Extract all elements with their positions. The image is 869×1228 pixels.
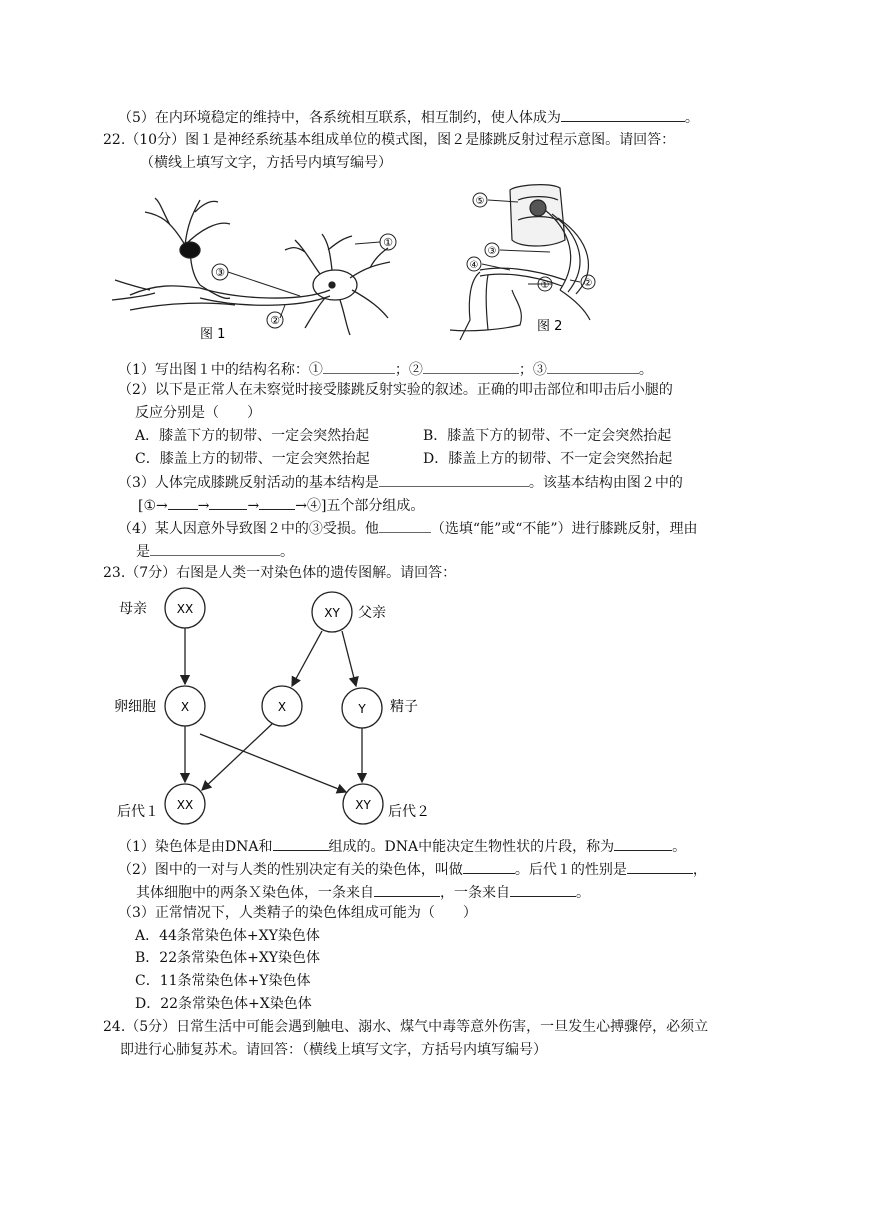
q22-item2-line2: 反应分别是（ ）: [135, 405, 261, 421]
reflex-mark-3: ③: [487, 246, 497, 257]
neuron-figure: [100, 190, 420, 350]
child1-label: 后代１: [117, 804, 159, 820]
inheritance-diagram: [110, 588, 440, 828]
neuron-mark-1: ①: [383, 236, 393, 249]
answer-blank[interactable]: [150, 540, 280, 556]
answer-blank[interactable]: [323, 358, 395, 374]
q23-option-d[interactable]: D．22条常染色体+X染色体: [135, 996, 312, 1012]
fig2-caption: 图 2: [537, 319, 563, 334]
egg-label: 卵细胞: [114, 699, 156, 715]
answer-blank[interactable]: [614, 835, 672, 851]
fig1-caption: 图 1: [200, 327, 226, 342]
neuron-mark-3: ③: [215, 266, 225, 279]
reflex-mark-5: ⑤: [475, 196, 485, 207]
q23-option-a[interactable]: A．44条常染色体+XY染色体: [135, 928, 320, 944]
reflex-mark-2: ②: [583, 278, 593, 289]
child1-genotype: XX: [176, 798, 194, 812]
answer-blank[interactable]: [209, 494, 247, 510]
neuron-mark-2: ②: [270, 314, 280, 327]
sperm-y-genotype: Y: [358, 702, 366, 716]
q22-item3-line2: [①→ → → →④]五个部分组成。: [138, 494, 424, 516]
answer-blank[interactable]: [379, 471, 529, 487]
answer-blank[interactable]: [374, 881, 440, 897]
sperm-label: 精子: [390, 699, 418, 715]
q23-header: 23.（7分）右图是人类一对染色体的遗传图解。请回答：: [103, 565, 457, 581]
q21-item5: （5）在内环境稳定的维持中，各系统相互联系，相互制约，使人体成为 。: [118, 106, 699, 128]
child2-label: 后代２: [388, 804, 430, 820]
q23-item2-line2: 其体细胞中的两条Ｘ染色体，一条来自 ，一条来自 。: [136, 881, 590, 903]
mother-label: 母亲: [119, 601, 147, 617]
q23-item1: （1）染色体是由DNA和 组成的。DNA中能决定生物性状的片段，称为 。: [118, 835, 686, 857]
sperm-x-genotype: X: [277, 700, 287, 714]
q23-option-b[interactable]: B．22条常染色体+XY染色体: [135, 950, 321, 966]
q22-note: （横线上填写文字，方括号内填写编号）: [140, 155, 392, 171]
q22-item2-line1: （2）以下是正常人在未察觉时接受膝跳反射实验的叙述。正确的叩击部位和叩击后小腿的: [118, 382, 673, 398]
answer-blank[interactable]: [273, 835, 329, 851]
q22-item3-line1: （3）人体完成膝跳反射活动的基本结构是 。该基本结构由图２中的: [118, 471, 683, 493]
answer-blank[interactable]: [547, 358, 639, 374]
reflex-mark-4: ④: [469, 260, 479, 271]
answer-blank[interactable]: [561, 106, 685, 122]
q24-line2: 即进行心肺复苏术。请回答：（横线上填写文字，方括号内填写编号）: [120, 1042, 547, 1058]
child2-genotype: XY: [355, 798, 371, 812]
reflex-mark-1: ①: [540, 280, 550, 291]
answer-blank[interactable]: [627, 858, 693, 874]
q22-option-c[interactable]: C．膝盖上方的韧带、一定会突然抬起: [135, 451, 370, 467]
father-label: 父亲: [358, 605, 386, 621]
q22-item4-line1: （4）某人因意外导致图２中的③受损。他 （选填“能”或“不能”）进行膝跳反射，理由: [118, 517, 698, 539]
q23-option-c[interactable]: C．11条常染色体+Y染色体: [135, 973, 311, 989]
knee-reflex-figure: [440, 180, 630, 350]
q23-item3: （3）正常情况下，人类精子的染色体组成可能为（ ）: [118, 905, 477, 921]
q22-item1: （1）写出图１中的结构名称：① ；② ；③ 。: [118, 358, 653, 380]
answer-blank[interactable]: [168, 494, 198, 510]
q22-option-d[interactable]: D．膝盖上方的韧带、不一定会突然抬起: [423, 451, 673, 467]
answer-blank[interactable]: [259, 494, 295, 510]
answer-blank[interactable]: [463, 858, 515, 874]
q22-header: 22.（10分）图１是神经系统基本组成单位的模式图，图２是膝跳反射过程示意图。请回答：: [103, 132, 676, 148]
answer-blank[interactable]: [423, 358, 519, 374]
mother-genotype: XX: [176, 602, 194, 616]
father-genotype: XY: [324, 606, 340, 620]
q22-option-b[interactable]: B．膝盖下方的韧带、不一定会突然抬起: [423, 428, 672, 444]
q21-item5-text: （5）在内环境稳定的维持中，各系统相互联系，相互制约，使人体成为: [118, 110, 561, 126]
q23-item2-line1: （2）图中的一对与人类的性别决定有关的染色体，叫做 。后代１的性别是 ，: [118, 858, 707, 880]
q22-item4-line2: 是 。: [136, 540, 294, 562]
q22-option-a[interactable]: A．膝盖下方的韧带、一定会突然抬起: [135, 428, 370, 444]
q24-line1: 24.（5分）日常生活中可能会遇到触电、溺水、煤气中毒等意外伤害，一旦发生心搏骤停，必须立: [103, 1019, 709, 1035]
egg-genotype: X: [180, 700, 190, 714]
answer-blank[interactable]: [510, 881, 576, 897]
answer-blank[interactable]: [379, 517, 431, 533]
